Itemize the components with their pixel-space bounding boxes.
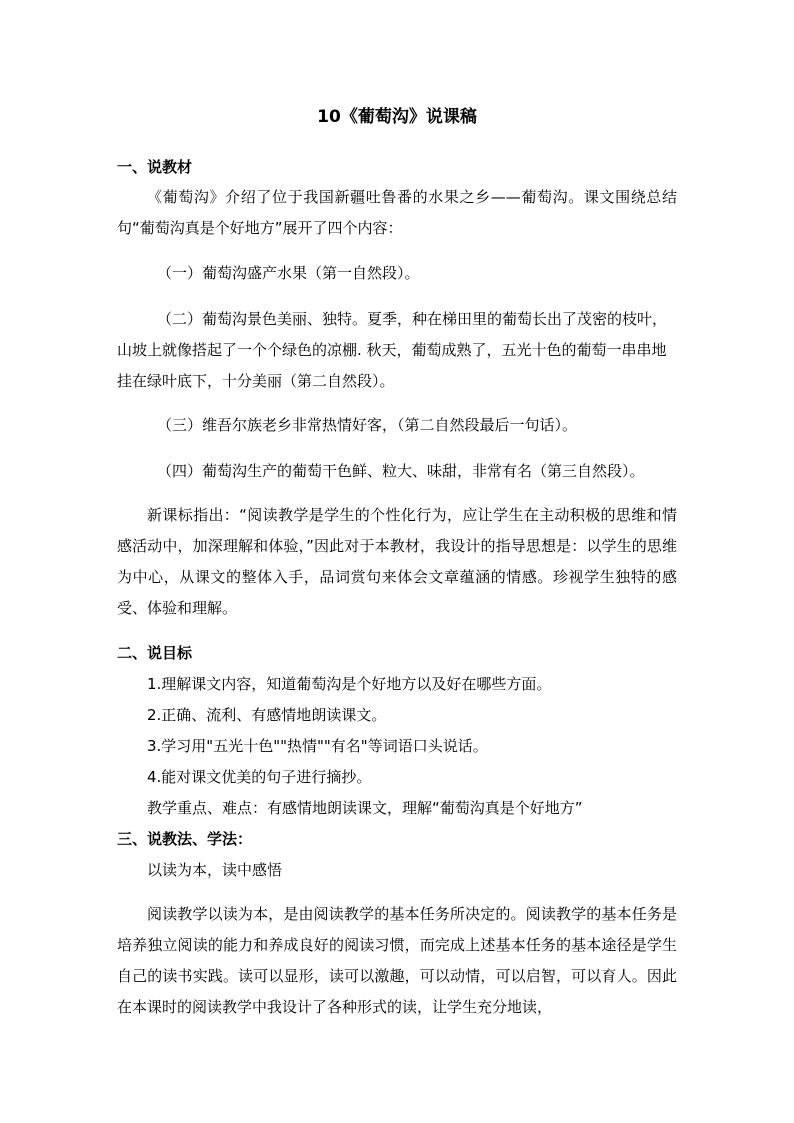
paragraph-intro: 《葡萄沟》介绍了位于我国新疆吐鲁番的水果之乡——葡萄沟。课文围绕总结句“葡萄沟真是个好地方”展开了四个内容： [117,188,677,237]
content-item-1: （一）葡萄沟盛产水果（第一自然段）。 [157,264,420,282]
content-item-2: （二）葡萄沟景色美丽、独特。夏季，种在梯田里的葡萄长出了茂密的枝叶，山坡上就像搭起了一个个绿色的凉棚. 秋天，葡萄成熟了，五光十色的葡萄一串串地挂在绿叶底下，十分美丽（第二自然段）。 [117,310,668,390]
document-title: 10《葡萄沟》说课稿 [317,107,477,127]
paragraph-guideline: 新课标指出：“阅读教学是学生的个性化行为，应让学生在主动积极的思维和情感活动中，加深理解和体验，”因此对于本教材，我设计的指导思想是：以学生的思维为中心，从课文的整体入手，品词赏句来体会文章蕴涵的情感。珍视学生独特的感受、体验和理解。 [117,506,677,617]
method-summary: 以读为本，读中感悟 [147,861,283,879]
key-points: 教学重点、难点：有感情地朗读课文，理解“葡萄沟真是个好地方” [147,799,583,817]
goal-item-4: 4.能对课文优美的句子进行摘抄。 [147,768,372,786]
goal-item-2: 2.正确、流利、有感情地朗读课文。 [147,706,387,724]
goal-item-3: 3.学习用"五光十色""热情""有名"等词语口头说话。 [147,737,488,755]
goal-item-1: 1.理解课文内容，知道葡萄沟是个好地方以及好在哪些方面。 [147,675,552,693]
section-heading-textbook: 一、说教材 [117,158,193,176]
content-item-4: （四）葡萄沟生产的葡萄干色鲜、粒大、味甜，非常有名（第三自然段）。 [157,462,645,480]
section-heading-goals: 二、说目标 [117,644,193,662]
paragraph-reading-method: 阅读教学以读为本，是由阅读教学的基本任务所决定的。阅读教学的基本任务是培养独立阅读的能力和养成良好的阅读习惯，而完成上述基本任务的基本途径是学生自己的读书实践。读可以显形，读可以激趣，可以动情，可以启智，可以育人。因此在本课时的阅读教学中我设计了各种形式的读，让学生充分地读， [117,905,677,1016]
content-item-3: （三）维吾尔族老乡非常热情好客，（第二自然段最后一句话）。 [157,416,578,434]
section-heading-methods: 三、说教法、学法： [117,830,253,848]
